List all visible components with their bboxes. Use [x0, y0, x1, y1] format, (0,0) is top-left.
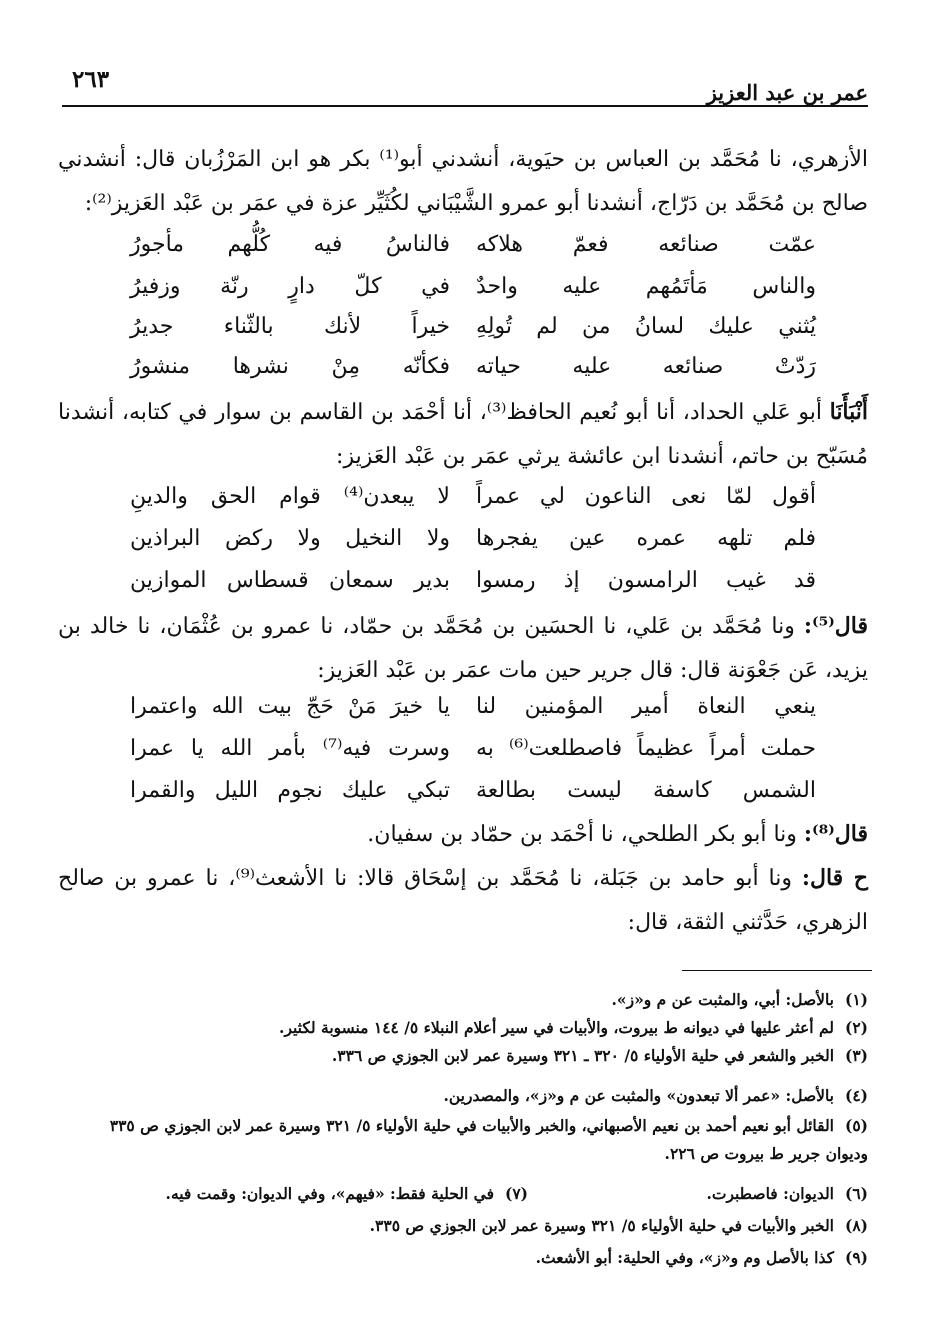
footnote — [68, 1082, 868, 1110]
verse-first-hemistich: يُثني عليك لسانُ من لم تُولِهِ — [476, 314, 816, 339]
footnote-number: (٧) — [504, 1184, 528, 1203]
verse-second-hemistich: لا يبعدن⁽⁴⁾ قوام الحق والدينِ — [130, 484, 450, 509]
verse-first-hemistich: قد غيب الرامسون إذ رمسوا — [476, 568, 816, 593]
footnote — [68, 1212, 868, 1240]
footnote-number: (١) — [844, 990, 868, 1009]
verse-line — [130, 348, 816, 392]
footnote-text: القائل أبو نعيم أحمد بن نعيم الأصبهاني، والخبر والأبيات في حلية الأولياء ٥/ ٣٢١ وسيرة عمر لابن الجوزي ص ٣٣٥ وديوان جرير ط بيروت ص ٢٢٦. — [109, 1116, 868, 1163]
verse-first-hemistich: ينعي النعاة أمير المؤمنين لنا — [476, 694, 816, 719]
verse-second-hemistich: وسرت فيه⁽⁷⁾ بأمر الله يا عمرا — [130, 736, 450, 761]
verse-second-hemistich: خيراً لأنك بالثّناء جديرُ — [130, 314, 450, 339]
verse-first-hemistich: فلم تلهه عمره عين يفجرها — [476, 526, 816, 551]
verse-second-hemistich: بدير سمعان قسطاس الموازين — [130, 568, 450, 593]
paragraph-lead: أَنْبَأَنَا — [829, 399, 869, 425]
verse-second-hemistich: يا خيرَ مَنْ حَجّ بيت الله واعتمرا — [130, 694, 450, 719]
verse-line — [130, 562, 816, 606]
footnote-text: الخبر والشعر في حلية الأولياء ٥/ ٣٢٠ ـ ٣٢١ وسيرة عمر لابن الجوزي ص ٣٣٦. — [331, 1046, 834, 1065]
footnote — [68, 1244, 868, 1272]
footnote-rule — [682, 970, 872, 971]
paragraph-isnad-2 — [58, 390, 868, 479]
footnote — [68, 1112, 868, 1168]
verse-line — [130, 772, 816, 816]
footnote-text: في الحلية فقط: «فيهم»، وفي الديوان: وقمت فيه. — [165, 1184, 494, 1203]
paragraph-body: ونا أبو بكر الطلحي، نا أحْمَد بن حمّاد بن سفيان. — [367, 822, 804, 847]
page-number: ٢٦٣ — [72, 66, 110, 93]
verse-line — [130, 478, 816, 522]
verse-first-hemistich: والناس مَأتَمُهم عليه واحدٌ — [476, 274, 816, 299]
verse-second-hemistich: ولا النخيل ولا ركض البراذين — [130, 526, 450, 551]
verse-line — [130, 688, 816, 732]
footnote-number: (٤) — [844, 1086, 868, 1105]
footnote-number: (٣) — [844, 1046, 868, 1065]
verse-first-hemistich: عمّت صنائعه فعمّ هلاكه — [476, 232, 816, 257]
paragraph-isnad-3 — [58, 604, 868, 693]
paragraph-isnad-5 — [58, 856, 868, 945]
footnote-number: (٩) — [844, 1248, 868, 1267]
footnote — [68, 1042, 868, 1070]
paragraph-body: ونا مُحَمَّد بن عَلي، نا الحسَين بن مُحَمَّد بن حمّاد، نا عمرو بن عُثْمَان، نا خالد بن يزيد، عَن جَعْوَنة قال: قال جرير حين مات عمَر بن عَبْد العَزيز: — [58, 614, 868, 683]
running-title: عمر بن عبد العزيز — [706, 80, 868, 105]
verse-second-hemistich: تبكي عليك نجوم الليل والقمرا — [130, 778, 450, 803]
footnote-text: الديوان: فاصطبرت. — [706, 1184, 834, 1203]
verse-first-hemistich: الشمس كاسفة ليست بطالعة — [476, 778, 816, 803]
verse-second-hemistich: في كلّ دارٍ رنّة وزفيرُ — [130, 274, 450, 299]
verse-line — [130, 730, 816, 774]
footnote-text: بالأصل: «عمر ألا تبعدون» والمثبت عن م و«ز»، والمصدرين. — [443, 1086, 834, 1105]
header-rule — [62, 105, 868, 107]
footnote-number: (٢) — [844, 1018, 868, 1037]
verse-line — [130, 308, 816, 352]
verse-line — [130, 226, 816, 270]
footnote — [68, 1180, 868, 1208]
footnote-text: لم أعثر عليها في ديوانه ط بيروت، والأبيات في سير أعلام النبلاء ٥/ ١٤٤ منسوبة لكثير. — [279, 1018, 834, 1037]
paragraph-lead: ح قال: — [801, 865, 868, 891]
paragraph-isnad-4 — [58, 812, 868, 857]
verse-first-hemistich: رَدّتْ صنائعه عليه حياته — [476, 354, 816, 379]
verse-first-hemistich: حملت أمراً عظيماً فاصطلعت⁽⁶⁾ به — [476, 736, 816, 761]
paragraph-isnad-1: الأزهري، نا مُحَمَّد بن العباس بن حيَوية، أنشدني أبو⁽¹⁾ بكر هو ابن المَرْزُبان قال: أنشدني صالح بن مُحَمَّد بن دَرّاج، أنشدنا أبو عمرو الشَّيْبَاني لكُثَيِّر عزة في عمَر بن عَبْد العَزيز⁽²⁾: — [58, 147, 868, 216]
paragraph-lead: قال⁽⁵⁾: — [803, 613, 868, 639]
footnote-text: كذا بالأصل وم و«ز»، وفي الحلية: أبو الأشعث. — [535, 1248, 834, 1267]
footnote-number: (٥) — [844, 1116, 868, 1135]
verse-second-hemistich: فالناسُ فيه كُلُّهم مأجورُ — [130, 232, 450, 257]
footnote-text: بالأصل: أبي، والمثبت عن م و«ز». — [611, 990, 834, 1009]
footnote — [68, 1014, 868, 1042]
verse-line — [130, 520, 816, 564]
paragraph-body: ونا أبو حامد بن جَبَلة، نا مُحَمَّد بن إسْحَاق قالا: نا الأشعث⁽⁹⁾، نا عمرو بن صالح الزهري، حَدَّثني الثقة، قال: — [58, 866, 868, 935]
footnote-number: (٦) — [844, 1184, 868, 1203]
paragraph-body: أبو عَلي الحداد، أنا أبو نُعيم الحافظ⁽³⁾، أنا أحْمَد بن القاسم بن سوار في كتابه، أنشدنا مُسَبّح بن حاتم، أنشدنا ابن عائشة يرثي عمَر بن عَبْد العَزيز: — [58, 400, 868, 469]
paragraph-lead: قال⁽⁸⁾: — [803, 821, 868, 847]
footnote-text: الخبر والأبيات في حلية الأولياء ٥/ ٣٢١ وسيرة عمر لابن الجوزي ص ٣٣٥. — [369, 1216, 834, 1235]
verse-second-hemistich: فكأنّه مِنْ نشرها منشورُ — [130, 354, 450, 379]
footnote-pair-first — [528, 1180, 868, 1208]
verse-line — [130, 268, 816, 312]
verse-first-hemistich: أقول لمّا نعى الناعون لي عمراً — [476, 484, 816, 509]
footnote — [68, 986, 868, 1014]
footnote-number: (٨) — [844, 1216, 868, 1235]
